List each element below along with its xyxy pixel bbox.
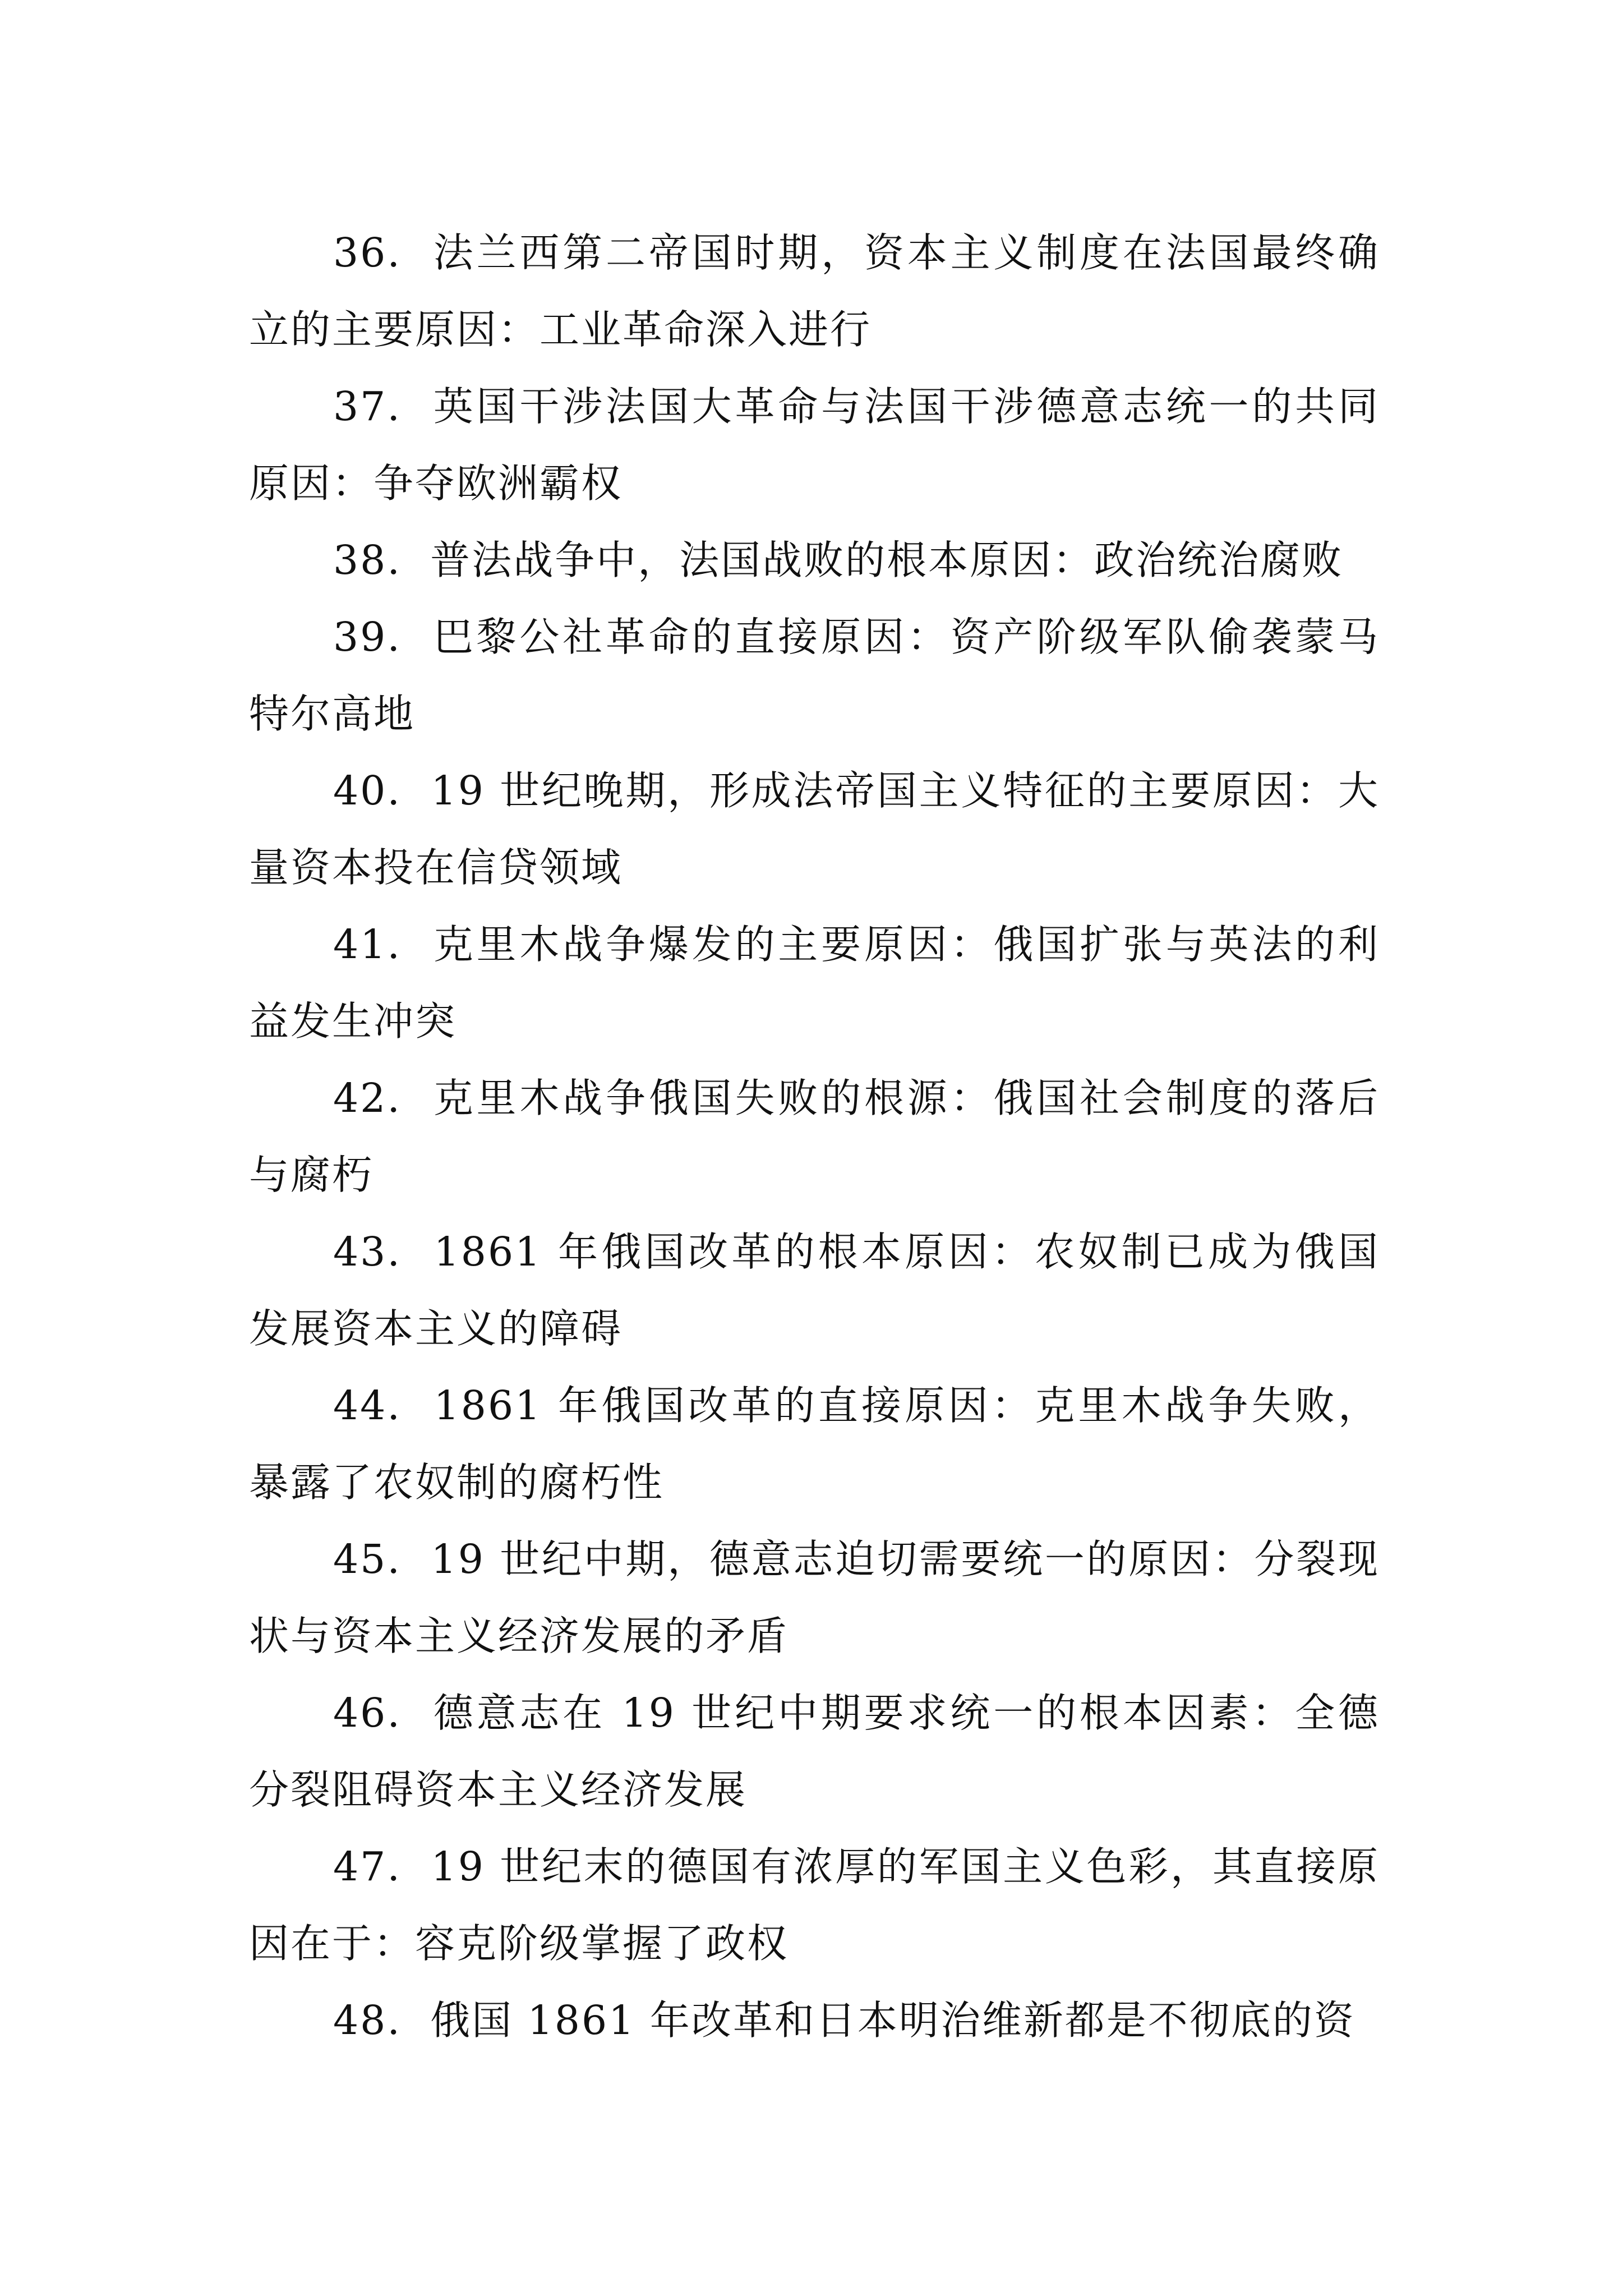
item-text: 克里木战争爆发的主要原因：俄国扩张与英法的利益发生冲突 — [249, 921, 1380, 1045]
list-item — [249, 214, 1380, 368]
item-number: 46. — [333, 1690, 402, 1736]
item-number: 39. — [333, 614, 402, 660]
item-number: 37. — [333, 383, 402, 430]
item-number: 43. — [333, 1228, 402, 1275]
list-item — [249, 1674, 1380, 1828]
list-item — [249, 906, 1380, 1060]
item-number: 42. — [333, 1075, 402, 1121]
item-text: 巴黎公社革命的直接原因：资产阶级军队偷袭蒙马特尔高地 — [249, 614, 1380, 737]
item-number: 45. — [333, 1536, 402, 1582]
item-text: 英国干涉法国大革命与法国干涉德意志统一的共同原因：争夺欧洲霸权 — [249, 383, 1380, 507]
item-number: 44. — [333, 1382, 402, 1429]
item-text: 19 世纪末的德国有浓厚的军国主义色彩，其直接原因在于：容克阶级掌握了政权 — [249, 1843, 1380, 1967]
list-item — [249, 1828, 1380, 1982]
list-item — [249, 1521, 1380, 1674]
item-text: 法兰西第二帝国时期，资本主义制度在法国最终确立的主要原因：工业革命深入进行 — [249, 229, 1380, 353]
item-number: 47. — [333, 1843, 402, 1890]
item-text: 德意志在 19 世纪中期要求统一的根本因素：全德分裂阻碍资本主义经济发展 — [249, 1690, 1380, 1813]
item-number: 36. — [333, 229, 402, 276]
item-text: 1861 年俄国改革的根本原因：农奴制已成为俄国发展资本主义的障碍 — [249, 1228, 1380, 1352]
item-text: 克里木战争俄国失败的根源：俄国社会制度的落后与腐朽 — [249, 1075, 1380, 1198]
item-text: 19 世纪晚期，形成法帝国主义特征的主要原因：大量资本投在信贷领域 — [249, 767, 1380, 891]
item-number: 40. — [333, 767, 402, 814]
list-item — [249, 599, 1380, 752]
item-number: 48. — [333, 1997, 402, 2044]
item-text: 俄国 1861 年改革和日本明治维新都是不彻底的资 — [430, 1997, 1355, 2044]
list-item — [249, 752, 1380, 906]
list-item — [249, 1982, 1380, 2059]
item-text: 1861 年俄国改革的直接原因：克里木战争失败，暴露了农奴制的腐朽性 — [249, 1382, 1380, 1506]
item-number: 38. — [333, 537, 402, 583]
list-item — [249, 368, 1380, 522]
list-item — [249, 522, 1380, 599]
list-item — [249, 1060, 1380, 1213]
item-number: 41. — [333, 921, 402, 968]
item-text: 普法战争中，法国战败的根本原因：政治统治腐败 — [430, 537, 1344, 583]
item-text: 19 世纪中期，德意志迫切需要统一的原因：分裂现状与资本主义经济发展的矛盾 — [249, 1536, 1380, 1659]
list-item — [249, 1213, 1380, 1367]
list-item — [249, 1367, 1380, 1521]
document-body — [249, 214, 1380, 2059]
